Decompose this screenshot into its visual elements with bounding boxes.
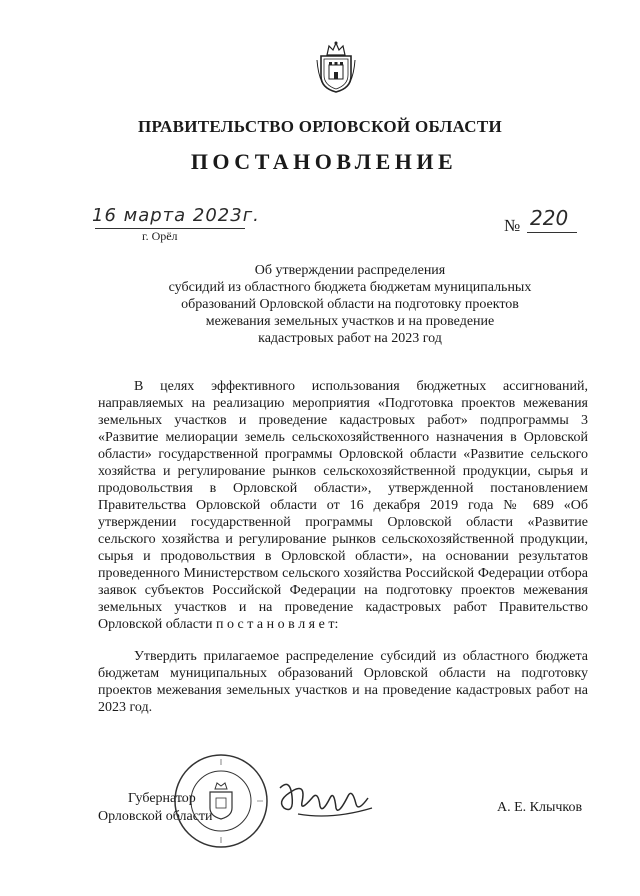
title-line: кадастровых работ на 2023 год <box>258 331 442 346</box>
preamble-text: В целях эффективного использования бюджетных ассигнований, направляемых на реализацию мероприятия «Подготовка проектов межевания земельных участков и проведение кадастровых работ» подпрограммы 3 «Развитие мелиорации земель сельскохозяйственного назначения в Орловской области» государственной программы Орловской области «Развитие сельского хозяйства и регулирование рынков сельскохозяйственной продукции, сырья и продовольствия в Орловской области», утвержденной постановлением Правительства Орловской области от 16 декабря 2019 года № 689 «Об утверждении государственной программы Орловской области «Развитие сельского хозяйства и регулирование рынков сельскохозяйственной продукции, сырья и продовольствия в Орловской области», на основании результатов проведенного Министерством сельского хозяйства Российской Федерации отбора заявок субъектов Российской Федерации на подготовку проектов межевания земельных участков и на проведение кадастровых работ Правительство Орловской области <box>98 379 588 632</box>
official-seal-icon <box>172 752 270 850</box>
title-line: образований Орловской области на подготовку проектов <box>181 297 519 312</box>
handwritten-date: 16 марта 2023г. <box>92 205 260 226</box>
document-type: ПОСТАНОВЛЕНИЕ <box>190 149 458 174</box>
decree-word: п о с т а н о в л я е т: <box>216 617 339 632</box>
number-sign: № <box>504 216 521 235</box>
signatory-name: А. Е. Клычков <box>497 800 583 815</box>
document-title <box>100 262 600 347</box>
orel-oblast-coat-of-arms-icon <box>315 40 357 94</box>
handwritten-number: 220 <box>530 206 569 230</box>
resolution-paragraph: Утвердить прилагаемое распределение субсидий из областного бюджета бюджетам муниципальных образований Орловской области на подготовку проектов межевания земельных участков и на проведение кадастровых работ на 2023 год. <box>98 649 588 715</box>
preamble-paragraph <box>98 378 588 633</box>
organization-name: ПРАВИТЕЛЬСТВО ОРЛОВСКОЙ ОБЛАСТИ <box>137 117 503 136</box>
title-line: субсидий из областного бюджета бюджетам муниципальных <box>168 280 532 295</box>
document-body <box>98 378 588 716</box>
handwritten-signature-icon <box>272 768 382 826</box>
position-line-2: Орловской области <box>98 809 213 824</box>
title-line: межевания земельных участков и на проведение <box>205 314 495 329</box>
title-line: Об утверждении распределения <box>254 263 446 278</box>
position-line-1: Губернатор <box>128 791 196 806</box>
number-underline <box>527 232 577 233</box>
city: г. Орёл <box>142 229 178 243</box>
